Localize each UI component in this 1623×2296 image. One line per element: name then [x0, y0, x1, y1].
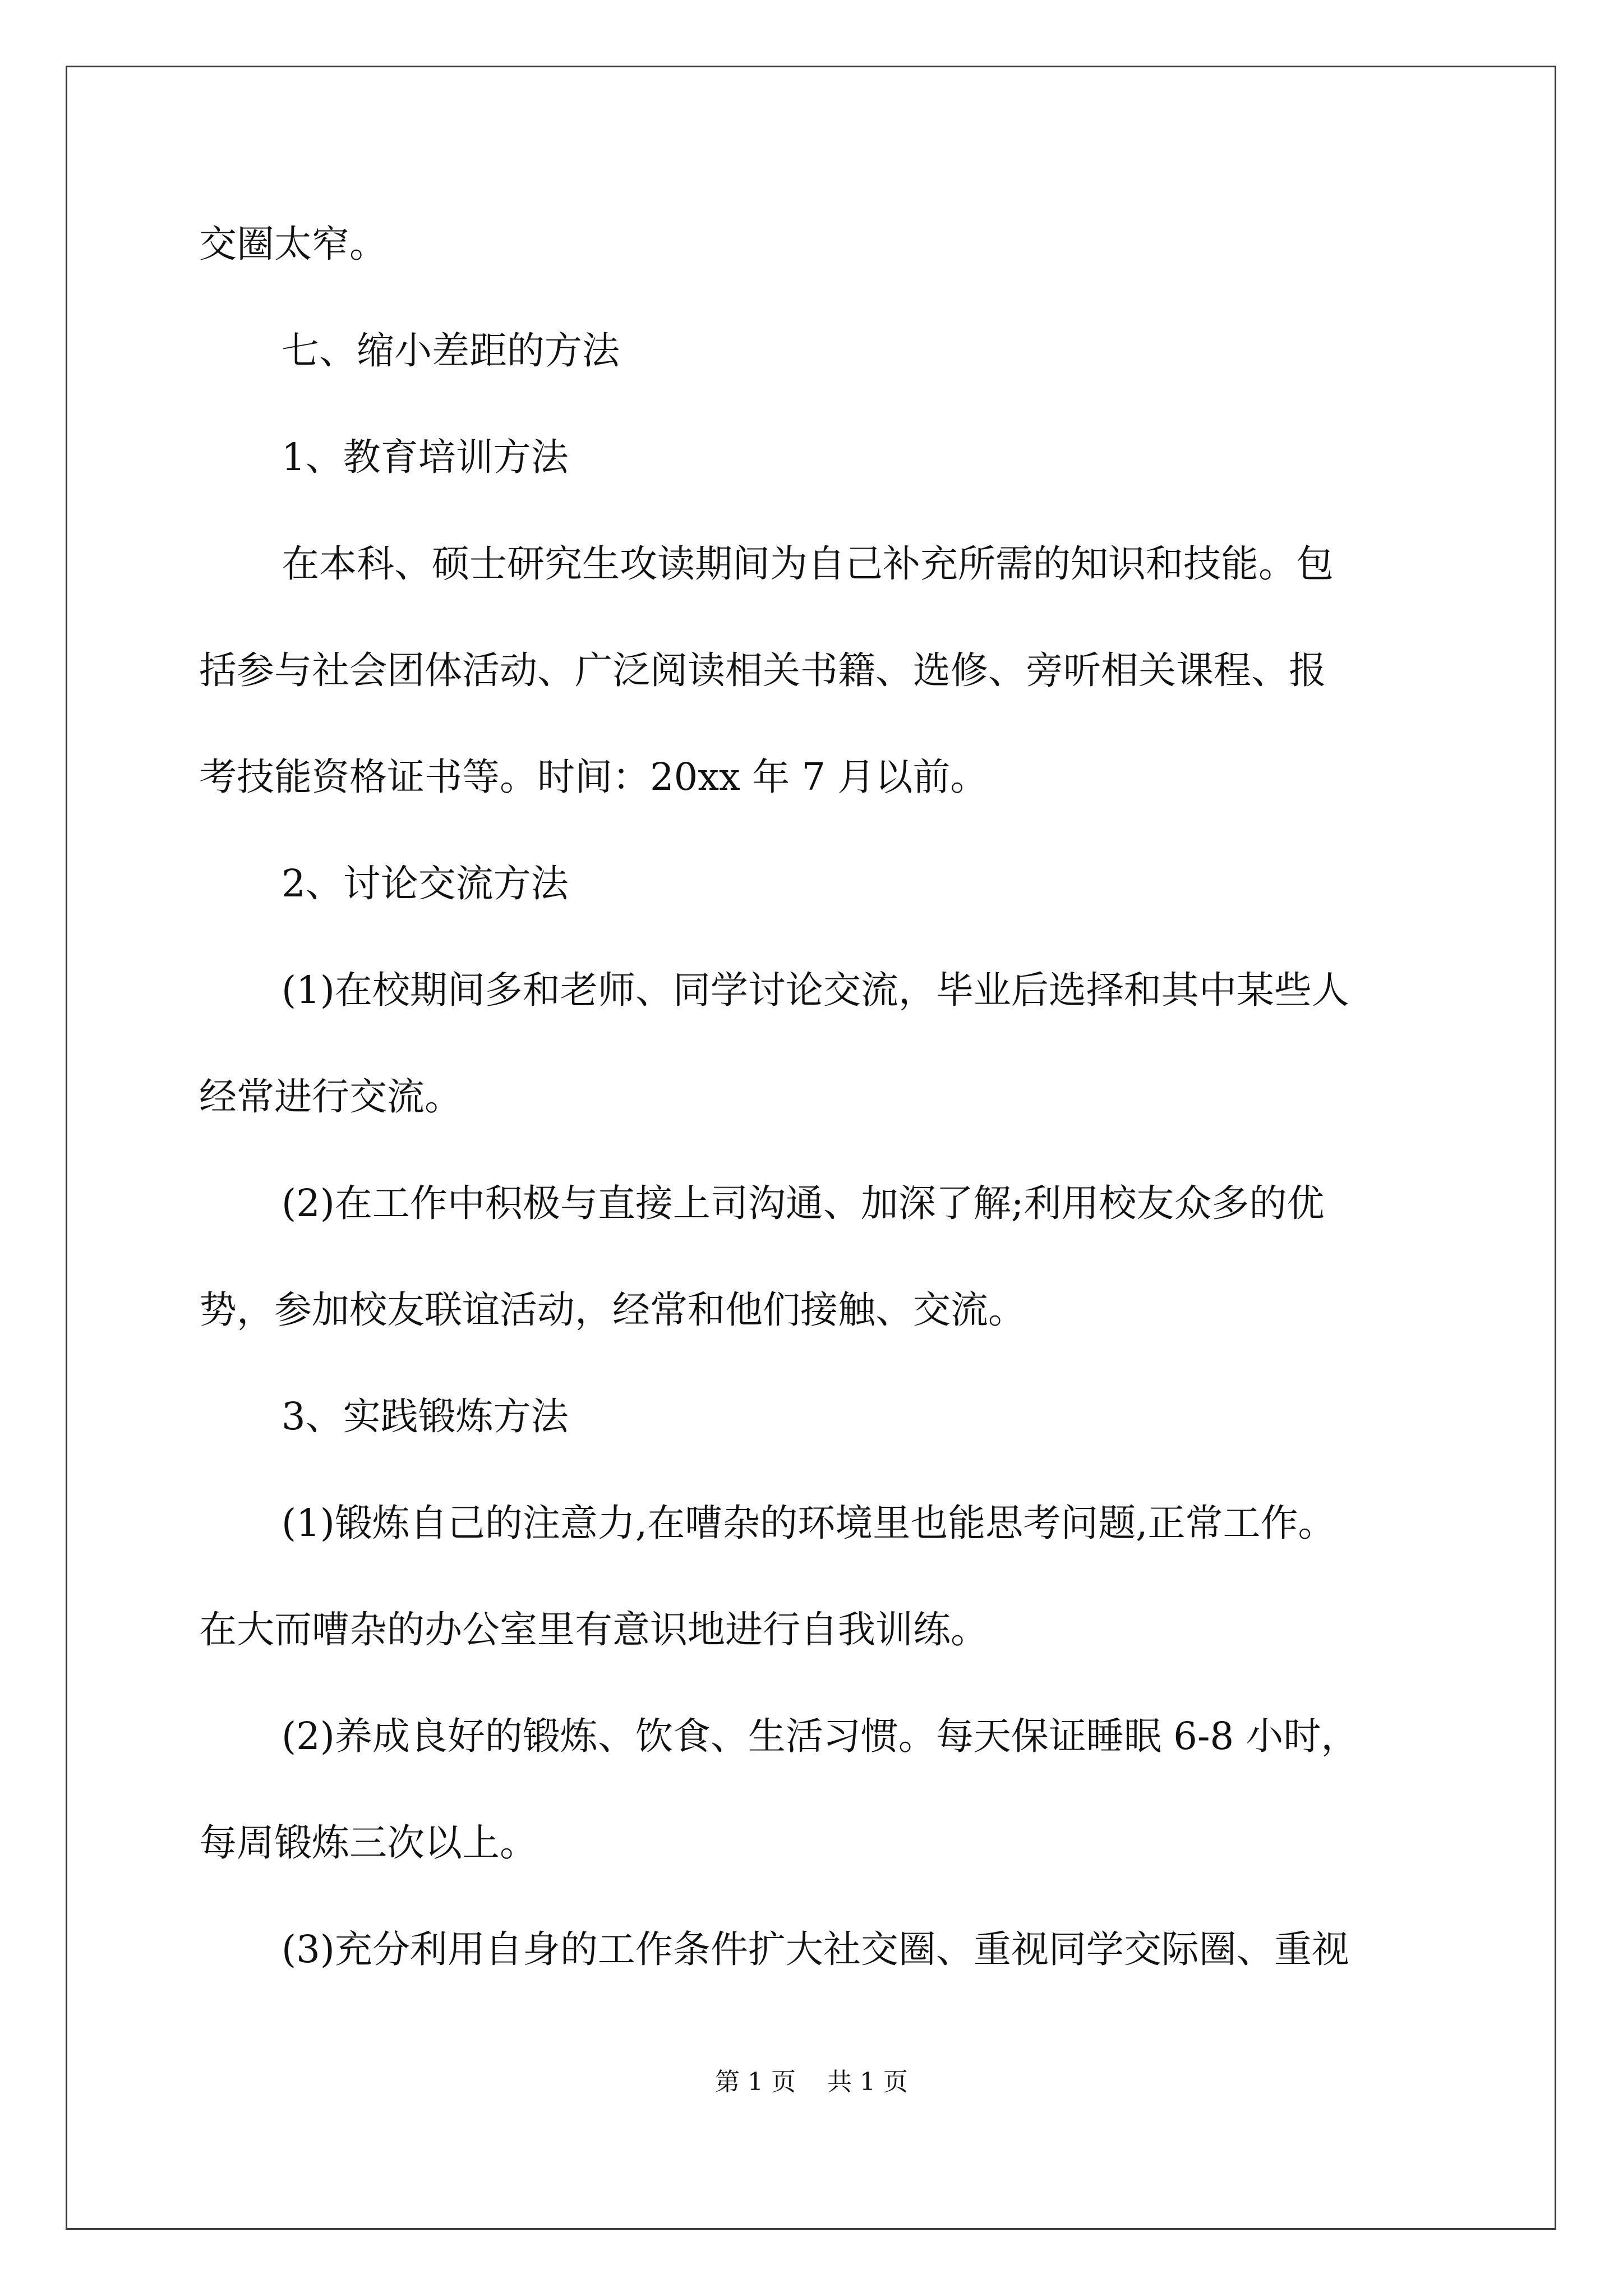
paragraph-line: 势，参加校友联谊活动，经常和他们接触、交流。: [199, 1288, 1026, 1332]
paragraph-line: 每周锻炼三次以上。: [199, 1821, 537, 1865]
text-line-continuation: 交圈太窄。: [199, 222, 387, 266]
paragraph-line: (3)充分利用自身的工作条件扩大社交圈、重视同学交际圈、重视: [282, 1927, 1349, 1971]
paragraph-line: (1)锻炼自己的注意力,在嘈杂的环境里也能思考问题,正常工作。: [282, 1501, 1336, 1545]
page-number-footer: 第 1 页 共 1 页: [715, 2068, 908, 2096]
paragraph-line: 考技能资格证书等。时间：20xx 年 7 月以前。: [199, 755, 988, 799]
subsection-heading: 1、教育培训方法: [282, 435, 569, 479]
subsection-heading: 3、实践锻炼方法: [282, 1395, 569, 1438]
section-heading: 七、缩小差距的方法: [282, 329, 620, 372]
subsection-heading: 2、讨论交流方法: [282, 862, 569, 905]
paragraph-line: 在大而嘈杂的办公室里有意识地进行自我训练。: [199, 1608, 988, 1651]
page-border: [66, 66, 1556, 2230]
paragraph-line: (2)养成良好的锻炼、饮食、生活习惯。每天保证睡眠 6-8 小时，: [282, 1714, 1359, 1758]
paragraph-line: (2)在工作中积极与直接上司沟通、加深了解;利用校友众多的优: [282, 1181, 1325, 1225]
paragraph-line: 括参与社会团体活动、广泛阅读相关书籍、选修、旁听相关课程、报: [199, 648, 1326, 692]
paragraph-line: 经常进行交流。: [199, 1075, 462, 1119]
paragraph-line: (1)在校期间多和老师、同学讨论交流，毕业后选择和其中某些人: [282, 968, 1349, 1012]
paragraph-line: 在本科、硕士研究生攻读期间为自己补充所需的知识和技能。包: [282, 542, 1334, 586]
